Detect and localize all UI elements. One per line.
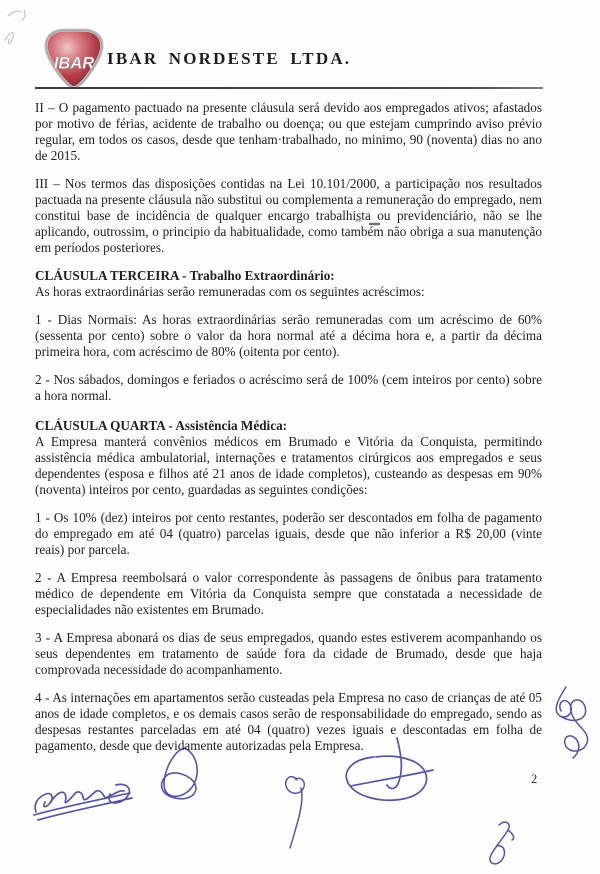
clause-quarta-intro: A Empresa manterá convênios médicos em Brumado e Vitória da Conquista, permitindo assistência médica ambulatorial, internações e tratamentos cirúrgicos aos empregados e seus dependentes (esposa e filhos até 21 anos de idade completos), custeando as despesas em 90% (noventa) inteiros por cento, guardadas as seguintes condições: [35, 434, 542, 497]
clause-quarta-heading: CLÁUSULA QUARTA - Assistência Médica: [35, 418, 288, 433]
clause-terceira-item-2: 2 - Nos sábados, domingos e feriados o acréscimo será de 100% (cem inteiros por cento) sobre a hora normal. [35, 372, 542, 403]
logo-text: IBAR [53, 54, 95, 73]
paragraph-ii: II – O pagamento pactuado na presente cláusula será devido aos empregados ativos; afastados por motivo de férias, acidente de trabalho ou doença; ou que estejam cumprindo aviso prévio regular, em todos os casos, desde que tenham·trabalhado, no minimo, 90 (noventa) dias no ano de 2015. [35, 100, 542, 163]
clause-quarta-item-3: 3 - A Empresa abonará os dias de seus empregados, quando estes estiverem acompanhando os seus dependentes em tratamento de saúde fora da cidade de Brumado, desde que haja comprovada necessidade do acompanhamento. [35, 630, 542, 677]
clause-quarta-item-4: 4 - As internações em apartamentos serão custeadas pela Empresa no caso de crianças de até 05 anos de idade completos, e os demais casos serão de responsabilidade do empregado, sendo as despesas restantes parceladas em até 04 (quatro) vezes iguais e descontadas em folha de pagamento, desde que devidamente autorizadas pela Empresa. [35, 690, 542, 753]
clause-terceira-item-1: 1 - Dias Normais: As horas extraordinárias serão remuneradas com um acréscimo de 60% (sessenta por cento) sobre o valor da hora normal até a décima hora e, a partir da décima primeira hora, com acréscimo de 80% (oitenta por cento). [35, 312, 542, 359]
clause-terceira-heading: CLÁUSULA TERCEIRA - Trabalho Extraordinário: [35, 268, 335, 283]
clause-quarta-item-2: 2 - A Empresa reembolsará o valor correspondente às passagens de ônibus para tratamento médico de dependente em Vitória da Conquista sempre que constatada a necessidade de especialidades não existentes em Brumado. [35, 570, 542, 617]
header-divider [35, 87, 543, 89]
document-body [35, 100, 542, 766]
pencil-scribble-marks [5, 10, 25, 43]
handwritten-signature-q-tail [286, 777, 305, 848]
page-number: 2 [531, 772, 538, 786]
clause-terceira-intro: As horas extraordinárias serão remuneradas com os seguintes acréscimos: [35, 284, 425, 299]
company-name: IBAR NORDESTE LTDA. [107, 49, 352, 68]
handwritten-signature-bottom-right [490, 822, 514, 864]
paragraph-iii: III – Nos termos das disposições contidas na Lei 10.101/2000, a participação nos resultados pactuada na presente cláusula não substitui ou complementa a remuneração do empregado, nem constitui base de incidência de qualquer encargo trabalhista ou previdenciário, não se lhe aplicando, outrossim, o principio da habitualidade, como também não obriga a sua manutenção em períodos posteriores. [35, 176, 542, 255]
clause-quarta-item-1: 1 - Os 10% (dez) inteiros por cento restantes, poderão ser descontados em folha de pagamento do empregado em até 04 (quatro) parcelas iguais, desde que não inferior a R$ 20,00 (vinte reais) por parcela. [35, 510, 542, 557]
handwritten-signature-right-margin [556, 687, 587, 758]
ibar-logo-icon [41, 25, 107, 91]
handwritten-signature-left [34, 784, 132, 820]
